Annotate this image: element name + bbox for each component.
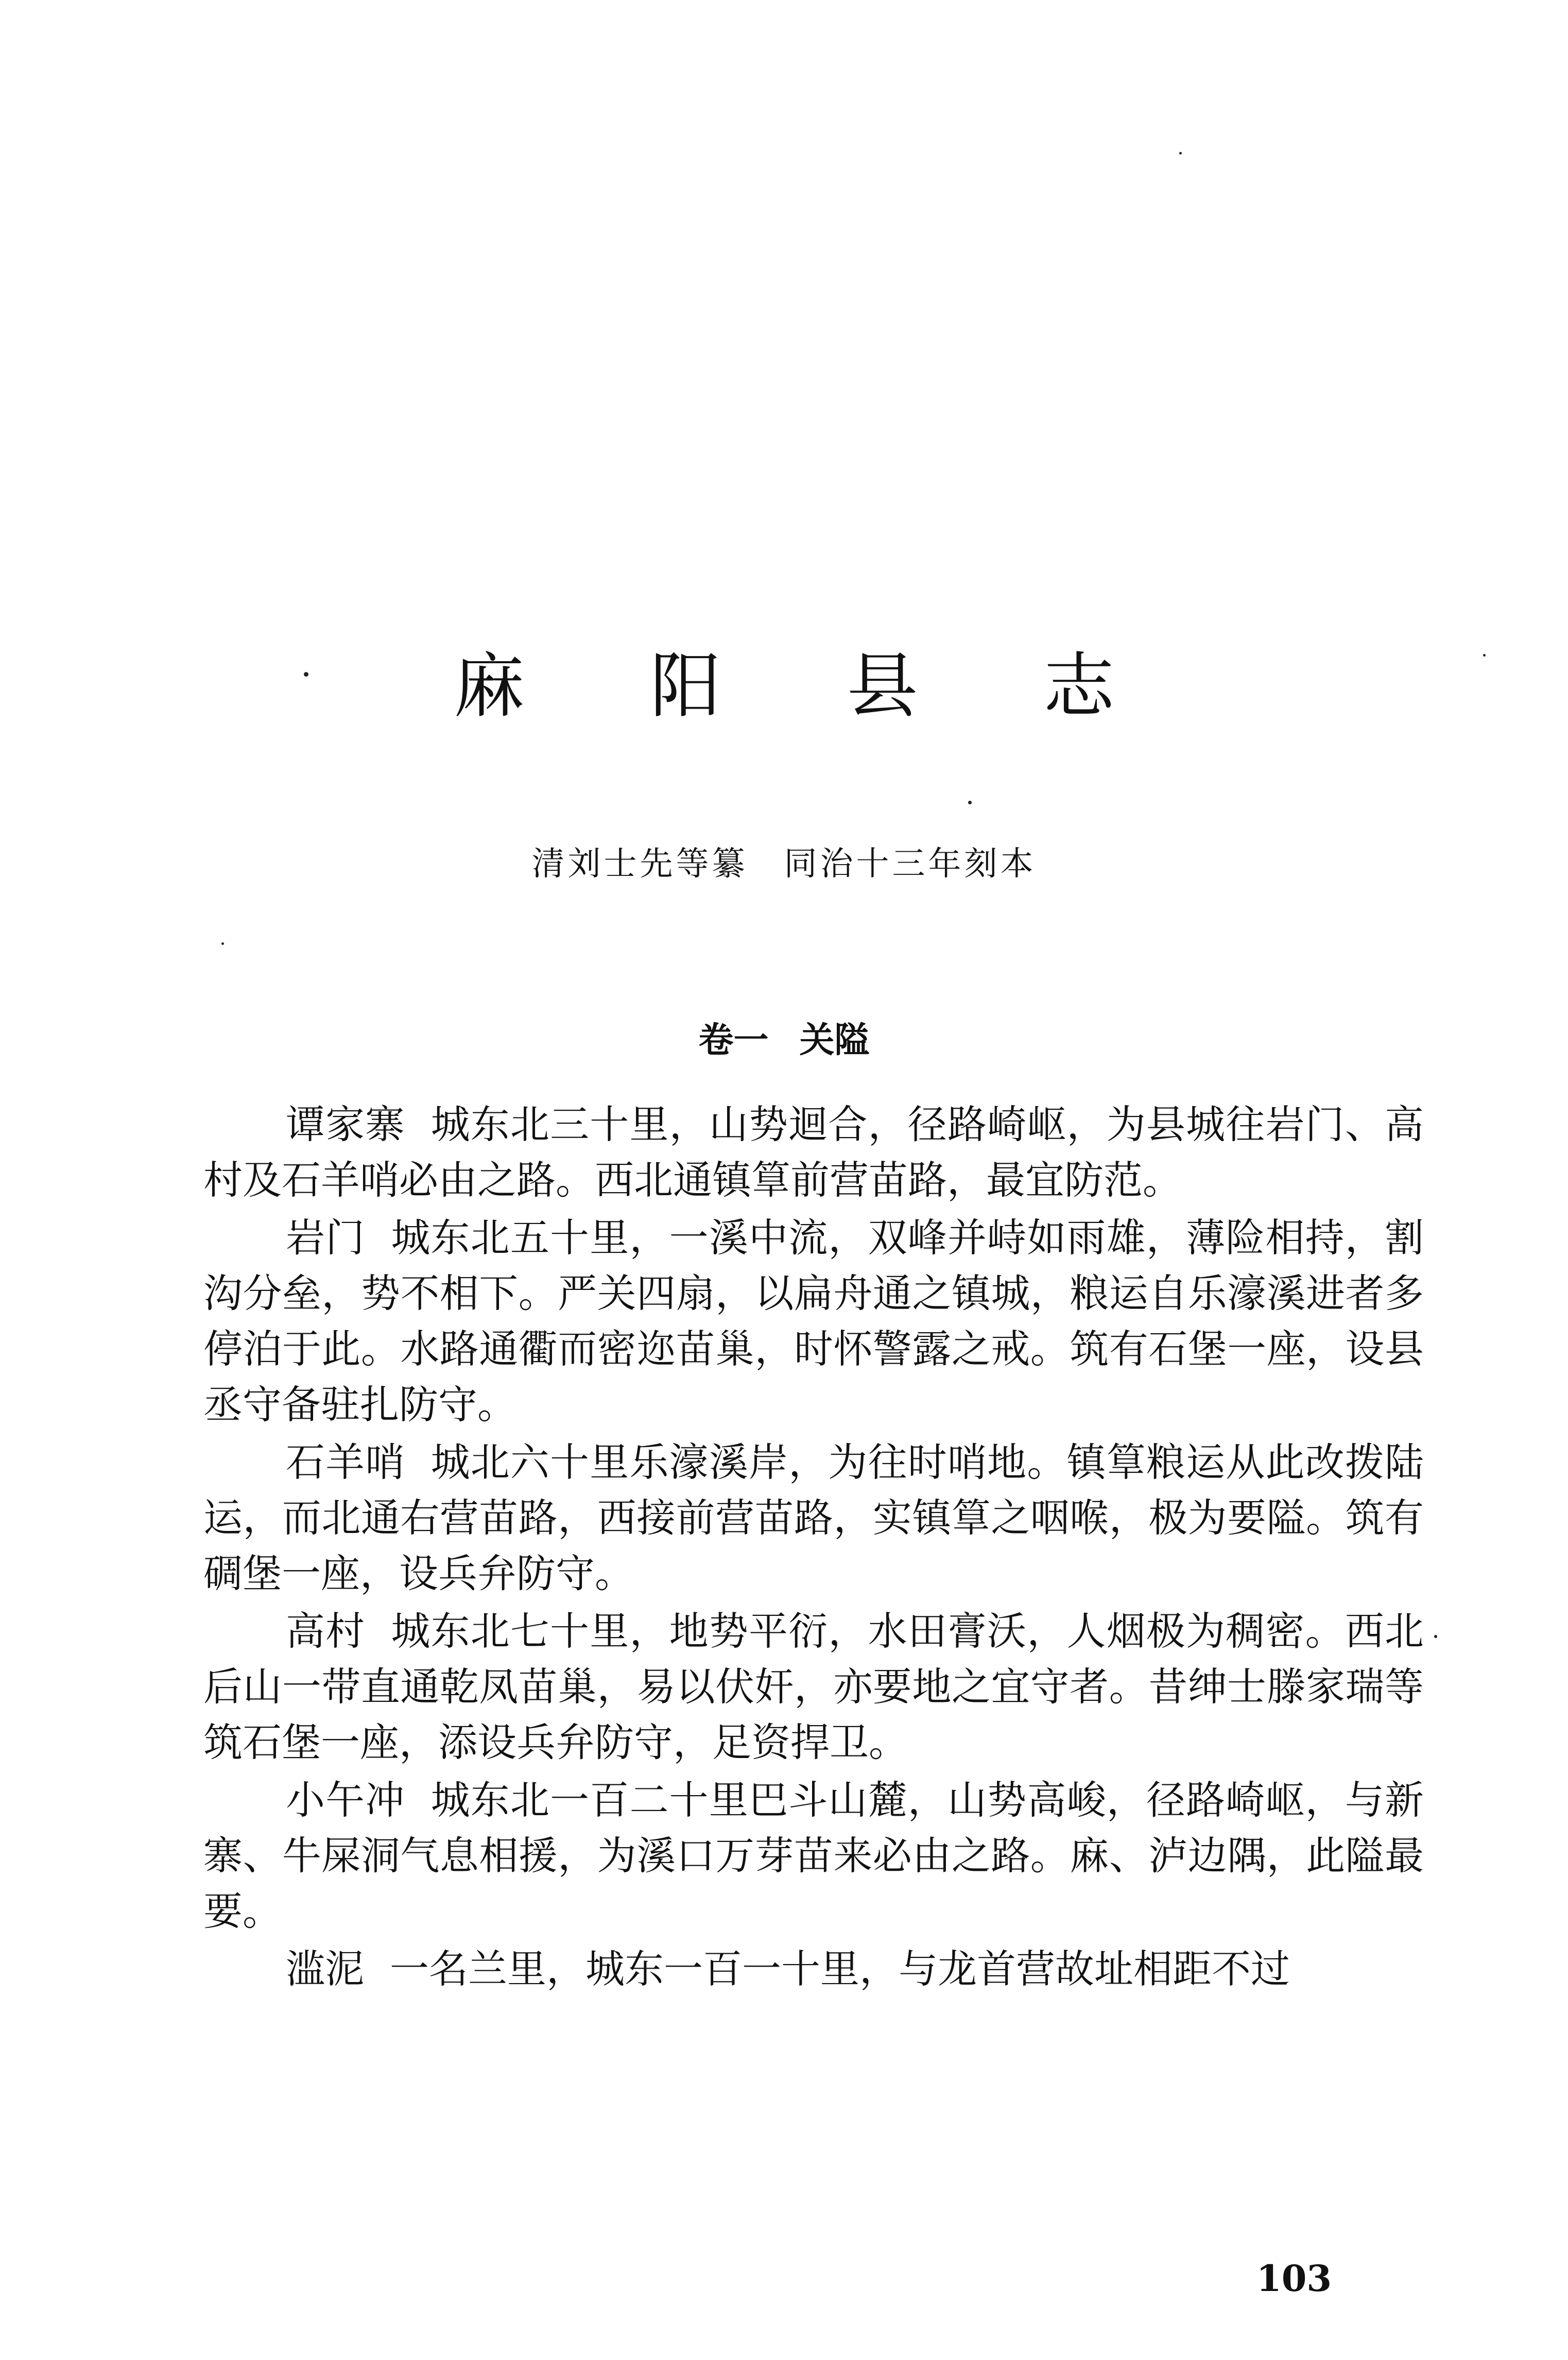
compiler-credit: 清刘士先等纂 bbox=[531, 845, 748, 883]
scan-speck bbox=[1483, 654, 1486, 657]
section-heading bbox=[0, 1020, 1568, 1062]
paragraph-text: 城东北五十里，一溪中流，双峰并峙如雨雄，薄险相持，割沟分垒，势不相下。严关四扇，以扁舟通之镇城，粮运自乐濠溪进者多停泊于此。水路通衢而密迩苗巢，时怀警露之戒。筑有石堡一座，设县丞守备驻扎防守。 bbox=[203, 1215, 1424, 1427]
paragraph bbox=[203, 1097, 1424, 1208]
paragraph-text: 城北六十里乐濠溪岸，为往时哨地。镇筸粮运从此改拨陆运，而北通右营苗路，西接前营苗路，实镇筸之咽喉，极为要隘。筑有碉堡一座，设兵弁防守。 bbox=[203, 1439, 1424, 1596]
paragraph-text: 城东北三十里，山势迴合，径路崎岖，为县城往岩门、高村及石羊哨必由之路。西北通镇筸前营苗路，最宜防范。 bbox=[203, 1101, 1424, 1203]
place-name: 滥泥 bbox=[286, 1946, 364, 1992]
volume-label: 卷一 bbox=[698, 1020, 769, 1061]
place-name: 小午冲 bbox=[286, 1777, 405, 1823]
place-name: 高村 bbox=[286, 1608, 366, 1654]
paragraph-text: 一名兰里，城东一百一十里，与龙首营故址相距不过 bbox=[390, 1946, 1290, 1992]
paragraph bbox=[203, 1435, 1424, 1601]
scan-speck bbox=[968, 801, 972, 804]
edition-note: 同治十三年刻本 bbox=[784, 845, 1037, 883]
scan-speck bbox=[221, 942, 224, 945]
scan-speck bbox=[304, 672, 308, 677]
page-title: 麻 阳 县 志 bbox=[453, 645, 1166, 728]
place-name: 谭家寨 bbox=[286, 1101, 405, 1147]
subtitle bbox=[0, 845, 1568, 884]
paragraph bbox=[203, 1941, 1424, 1997]
paragraph-text: 城东北一百二十里巴斗山麓，山势高峻，径路崎岖，与新寨、牛屎洞气息相援，为溪口万芽苗来必由之路。麻、泸边隅，此隘最要。 bbox=[203, 1777, 1424, 1934]
paragraph bbox=[203, 1772, 1424, 1939]
place-name: 岩门 bbox=[286, 1215, 366, 1261]
paragraph bbox=[203, 1210, 1424, 1433]
body-text bbox=[203, 1097, 1424, 1999]
page-number: 103 bbox=[1256, 2257, 1332, 2300]
scan-speck bbox=[1434, 1635, 1437, 1638]
paragraph bbox=[203, 1604, 1424, 1770]
place-name: 石羊哨 bbox=[286, 1439, 405, 1485]
section-name: 关隘 bbox=[799, 1020, 870, 1061]
paragraph-text: 城东北七十里，地势平衍，水田膏沃，人烟极为稠密。西北后山一带直通乾凤苗巢，易以伏奸，亦要地之宜守者。昔绅士滕家瑞等筑石堡一座，添设兵弁防守，足资捍卫。 bbox=[203, 1608, 1424, 1765]
scan-speck bbox=[1179, 152, 1182, 154]
